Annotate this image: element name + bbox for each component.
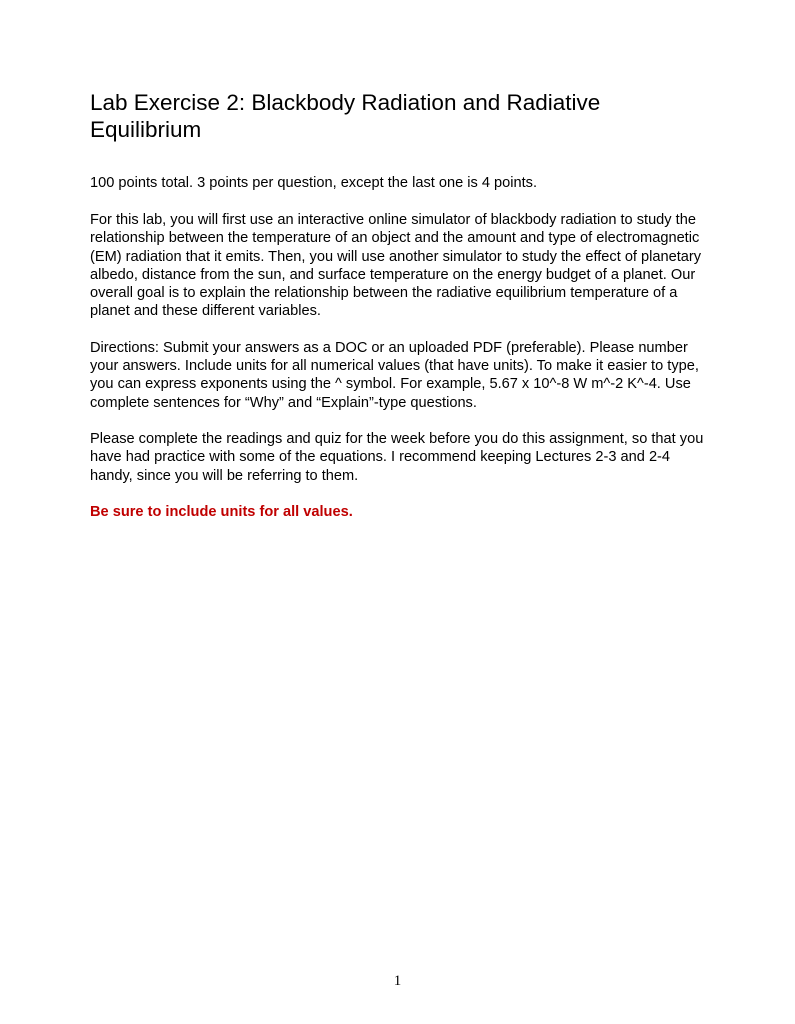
directions-paragraph: Directions: Submit your answers as a DOC or an uploaded PDF (preferable). Please number your answers. Include units for all numerical values (that have units). To make it easier to type, you can express exponents using the ^ symbol. For example, 5.67 x 10^-8 W m^-2 K^-4. Use complete sentences for “Why” and “Explain”-type questions. xyxy=(90,339,699,411)
document-body xyxy=(90,89,715,522)
points-summary: 100 points total. 3 points per question, except the last one is 4 points. xyxy=(90,175,538,191)
document-title: Lab Exercise 2: Blackbody Radiation and Radiative Equilibrium xyxy=(90,90,601,142)
intro-paragraph: For this lab, you will first use an interactive online simulator of blackbody radiation to study the relationship between the temperature of an object and the amount and type of electromagnetic (EM) radiation that it emits. Then, you will use another simulator to study the effect of planetary albedo, distance from the sun, and surface temperature on the energy budget of a planet. Our overall goal is to explain the relationship between the radiative equilibrium temperature of a planet and these different variables. xyxy=(90,212,702,320)
page-number: 1 xyxy=(393,973,402,989)
readings-paragraph: Please complete the readings and quiz for the week before you do this assignment, so that you have had practice with some of the equations. I recommend keeping Lectures 2-3 and 2-4 handy, since you will be referring to them. xyxy=(90,431,704,484)
units-warning: Be sure to include units for all values. xyxy=(90,504,353,521)
